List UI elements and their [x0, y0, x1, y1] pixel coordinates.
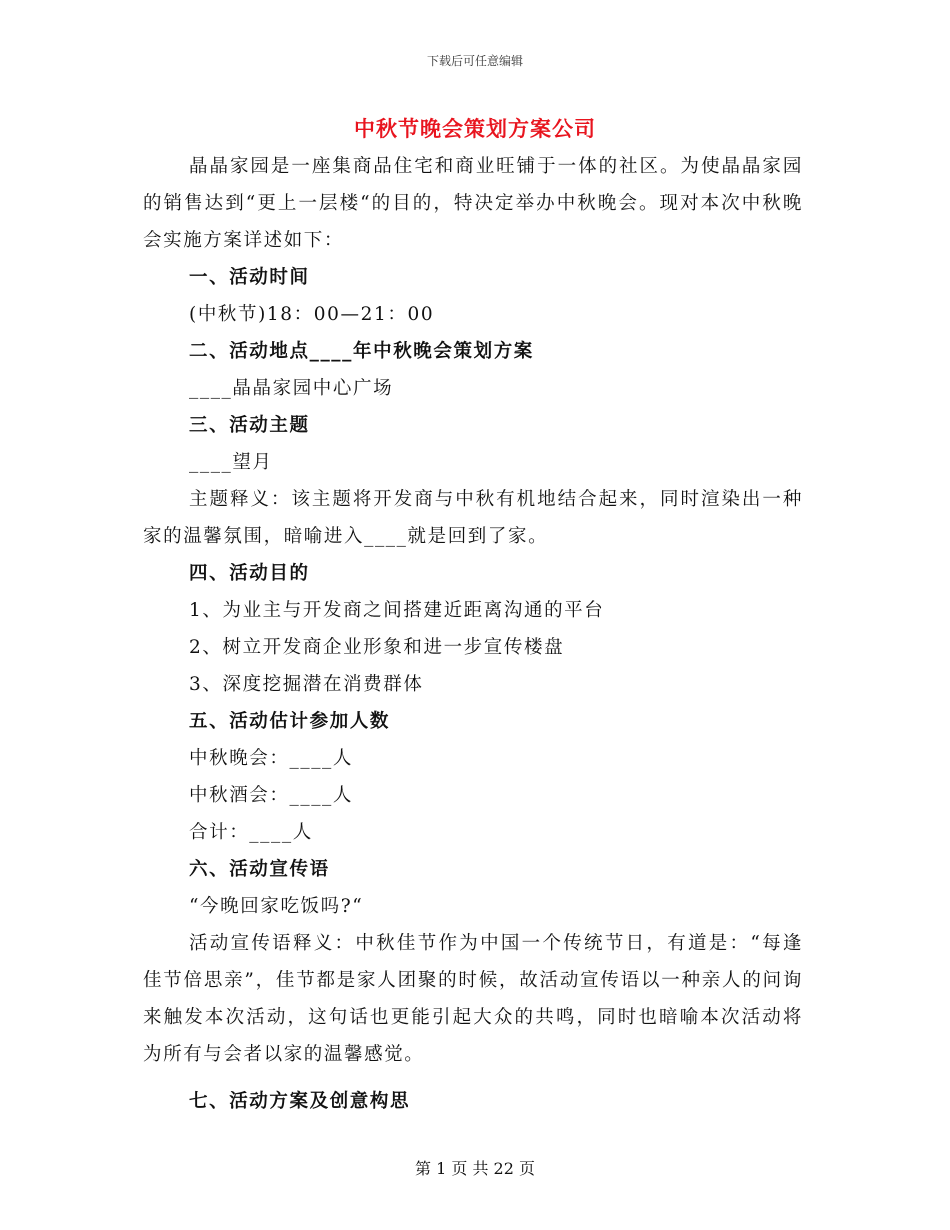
section-text-theme: ____望月	[189, 452, 273, 473]
section-heading-attendance: 五、活动估计参加人数	[189, 711, 391, 732]
section-heading-plan: 七、活动方案及创意构思	[189, 1091, 411, 1112]
intro-paragraph: 晶晶家园是一座集商品住宅和商业旺铺于一体的社区。为使晶晶家园的销售达到“更上一层楼“的目的，特决定举办中秋晚会。现对本次中秋晚会实施方案详述如下：	[143, 156, 803, 251]
purpose-list-item: 1、为业主与开发商之间搭建近距离沟通的平台	[189, 600, 605, 621]
purpose-list-item: 2、树立开发商企业形象和进一步宣传楼盘	[189, 637, 565, 658]
section-text-time: (中秋节)18：00—21：00	[189, 304, 435, 325]
slogan-explanation-paragraph: 活动宣传语释义：中秋佳节作为中国一个传统节日，有道是：“每逢佳节倍思亲”，佳节都是家人团聚的时候，故活动宣传语以一种亲人的问询来触发本次活动，这句话也更能引起大众的共鸣，同时也暗喻本次活动将为所有与会者以家的温馨感觉。	[143, 933, 803, 1065]
theme-explanation-paragraph: 主题释义：该主题将开发商与中秋有机地结合起来，同时渲染出一种家的温馨氛围，暗喻进入____就是回到了家。	[143, 489, 803, 547]
document-body	[143, 148, 803, 1120]
section-heading-slogan: 六、活动宣传语	[189, 859, 330, 880]
purpose-list-item: 3、深度挖掘潜在消费群体	[189, 674, 424, 695]
section-heading-time: 一、活动时间	[189, 267, 310, 288]
section-text-location: ____晶晶家园中心广场	[189, 378, 394, 399]
attendance-list-item: 中秋酒会：____人	[189, 785, 354, 806]
section-heading-location: 二、活动地点____年中秋晚会策划方案	[189, 341, 534, 362]
document-title: 中秋节晚会策划方案公司	[354, 116, 596, 141]
page-number-footer: 第 1 页 共 22 页	[415, 1159, 535, 1178]
attendance-list-item: 合计：____人	[189, 822, 313, 843]
section-heading-purpose: 四、活动目的	[189, 563, 310, 584]
page-header-note: 下载后可任意编辑	[426, 54, 523, 68]
attendance-list-item: 中秋晚会：____人	[189, 748, 354, 769]
slogan-text: “今晚回家吃饭吗?“	[189, 896, 364, 917]
section-heading-theme: 三、活动主题	[189, 415, 310, 436]
